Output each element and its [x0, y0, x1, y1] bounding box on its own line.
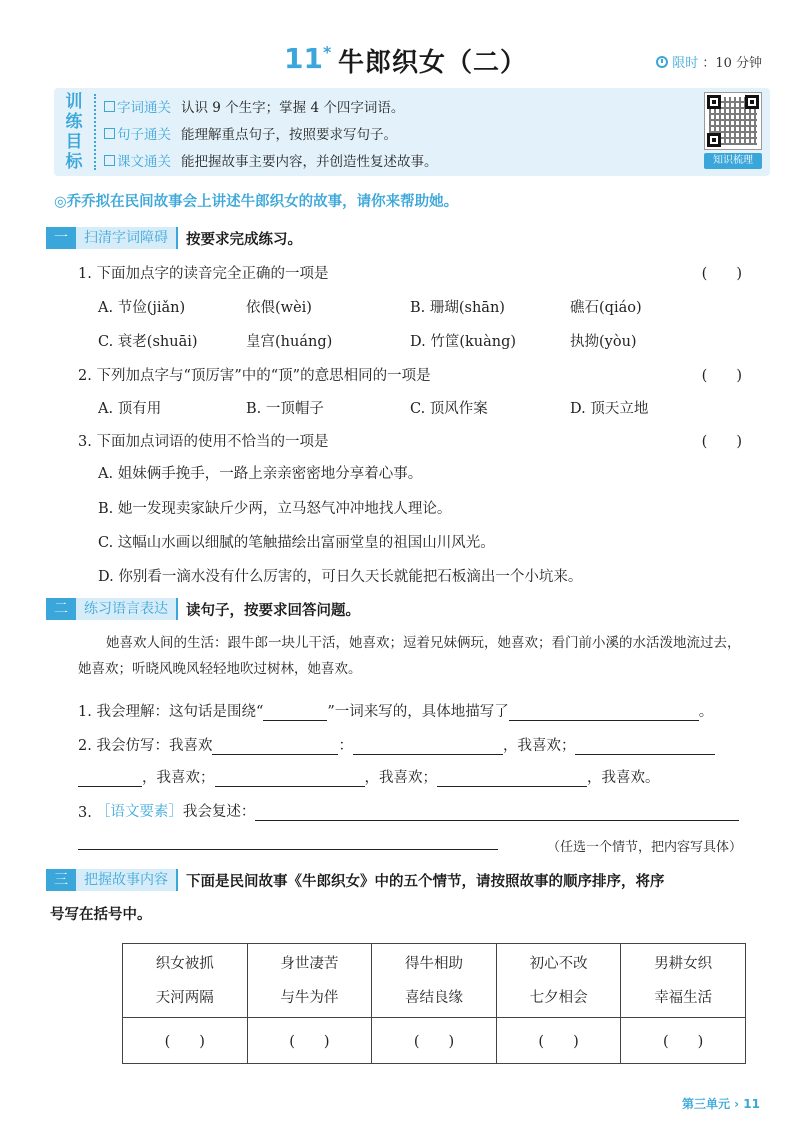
- question-2-2-cont: ，我喜欢； ，我喜欢； ，我喜欢。: [78, 766, 660, 787]
- option-b2: 礁石(qiáo): [570, 300, 642, 316]
- option-c: C. 这幅山水画以细腻的笔触描绘出富丽堂皇的祖国山川风光。: [98, 535, 495, 551]
- answer-blank[interactable]: [215, 771, 365, 787]
- goals-badge: 训 练 目 标: [65, 92, 83, 172]
- question-1-3: 3. 下面加点词语的使用不恰当的一项是: [78, 434, 329, 450]
- option-d: D. 你别看一滴水没有什么厉害的，可日久天长就能把石板滴出一个小坑来。: [98, 569, 583, 585]
- checkbox[interactable]: [104, 101, 115, 112]
- question-2-1: 1. 我会理解：这句话是围绕“ ”一词来写的，具体地描写了 。: [78, 704, 714, 720]
- time-limit-value: ：10 分钟: [702, 56, 762, 71]
- answer-paren[interactable]: ( ): [701, 368, 742, 384]
- option-a: A. 顶有用: [98, 401, 162, 417]
- qr-label: 知识梳理: [704, 153, 762, 169]
- lesson-number: 11*: [284, 42, 332, 75]
- order-paren[interactable]: ( ): [621, 1018, 746, 1064]
- qr-code-icon: [704, 92, 762, 150]
- order-paren[interactable]: ( ): [123, 1018, 248, 1064]
- answer-blank[interactable]: [255, 805, 739, 821]
- order-paren[interactable]: ( ): [372, 1018, 497, 1064]
- section-2-header: 二 练习语言表达 读句子，按要求回答问题。: [46, 598, 360, 620]
- section-1-header: 一 扫清字词障碍 按要求完成练习。: [46, 227, 302, 249]
- order-paren[interactable]: ( ): [247, 1018, 372, 1064]
- page-header: [0, 30, 800, 90]
- plot-cell: 初心不改 七夕相会: [496, 944, 621, 1018]
- order-paren[interactable]: ( ): [496, 1018, 621, 1064]
- answer-paren[interactable]: ( ): [701, 434, 742, 450]
- time-limit: [656, 52, 762, 71]
- question-1-1: 1. 下面加点字的读音完全正确的一项是: [78, 266, 329, 282]
- answer-blank[interactable]: [509, 705, 699, 721]
- option-b1: B. 珊瑚(shān): [410, 300, 505, 316]
- page-footer: 第三单元 › 11: [681, 1097, 760, 1111]
- option-a1: A. 节俭(jiǎn): [98, 300, 186, 316]
- option-a: A. 姐妹俩手挽手，一路上亲亲密密地分享着心事。: [98, 466, 423, 482]
- option-c1: C. 衰老(shuāi): [98, 334, 198, 350]
- intro-text: ◎乔乔拟在民间故事会上讲述牛郎织女的故事，请你来帮助她。: [54, 194, 459, 210]
- answer-paren[interactable]: ( ): [701, 266, 742, 282]
- option-d: D. 顶天立地: [570, 401, 649, 417]
- divider: [94, 94, 96, 170]
- passage: 她喜欢人间的生活：跟牛郎一块儿干活，她喜欢；逗着兄妹俩玩，她喜欢；看门前小溪的水活泼地流过去，她喜欢；听晓风晚风轻轻地吹过树林，她喜欢。: [78, 635, 741, 677]
- option-d1: D. 竹筐(kuàng): [410, 334, 517, 350]
- plot-cell: 男耕女织 幸福生活: [621, 944, 746, 1018]
- lesson-title: 牛郎织女（二）: [338, 48, 528, 78]
- question-1-2: 2. 下列加点字与“顶厉害”中的“顶”的意思相同的一项是: [78, 368, 431, 384]
- section-3-header: 三 把握故事内容 下面是民间故事《牛郎织女》中的五个情节，请按照故事的顺序排序，将序: [46, 869, 665, 891]
- hint-note: （任选一个情节，把内容写具体）: [546, 840, 742, 855]
- qr-code[interactable]: [704, 92, 762, 172]
- option-c: C. 顶风作案: [410, 401, 488, 417]
- answer-blank[interactable]: [78, 771, 142, 787]
- goal-item: 字词通关 认识 9 个生字；掌握 4 个四字词语。: [104, 96, 404, 116]
- question-2-3-line2: [78, 834, 498, 850]
- goal-item: 句子通关 能理解重点句子，按照要求写句子。: [104, 123, 397, 143]
- goal-item: 课文通关 能把握故事主要内容，并创造性复述故事。: [104, 150, 438, 170]
- answer-blank[interactable]: [78, 834, 498, 850]
- answer-blank[interactable]: [575, 739, 715, 755]
- time-limit-label: 限时: [672, 56, 699, 71]
- plot-cell: 身世凄苦 与牛为伴: [247, 944, 372, 1018]
- section-3-instruction-cont: 号写在括号中。: [50, 907, 152, 923]
- answer-blank[interactable]: [263, 705, 327, 721]
- question-2-2: 2. 我会仿写：我喜欢 ： ，我喜欢；: [78, 734, 715, 755]
- checkbox[interactable]: [104, 128, 115, 139]
- question-2-3: 3. ［语文要素］ 我会复述：: [78, 800, 739, 821]
- clock-icon: [656, 56, 668, 68]
- training-goals: [54, 88, 770, 176]
- answer-blank[interactable]: [353, 739, 503, 755]
- plot-cell: 得牛相助 喜结良缘: [372, 944, 497, 1018]
- option-c2: 皇宫(huáng): [246, 334, 333, 350]
- plot-cell: 织女被抓 天河两隔: [123, 944, 248, 1018]
- plot-table: [122, 943, 746, 1064]
- option-b: B. 她一发现卖家缺斤少两，立马怒气冲冲地找人理论。: [98, 501, 452, 517]
- option-a2: 依偎(wèi): [246, 300, 312, 316]
- checkbox[interactable]: [104, 155, 115, 166]
- answer-blank[interactable]: [212, 739, 338, 755]
- option-d2: 执拗(yòu): [570, 334, 637, 350]
- answer-blank[interactable]: [437, 771, 587, 787]
- option-b: B. 一顶帽子: [246, 401, 324, 417]
